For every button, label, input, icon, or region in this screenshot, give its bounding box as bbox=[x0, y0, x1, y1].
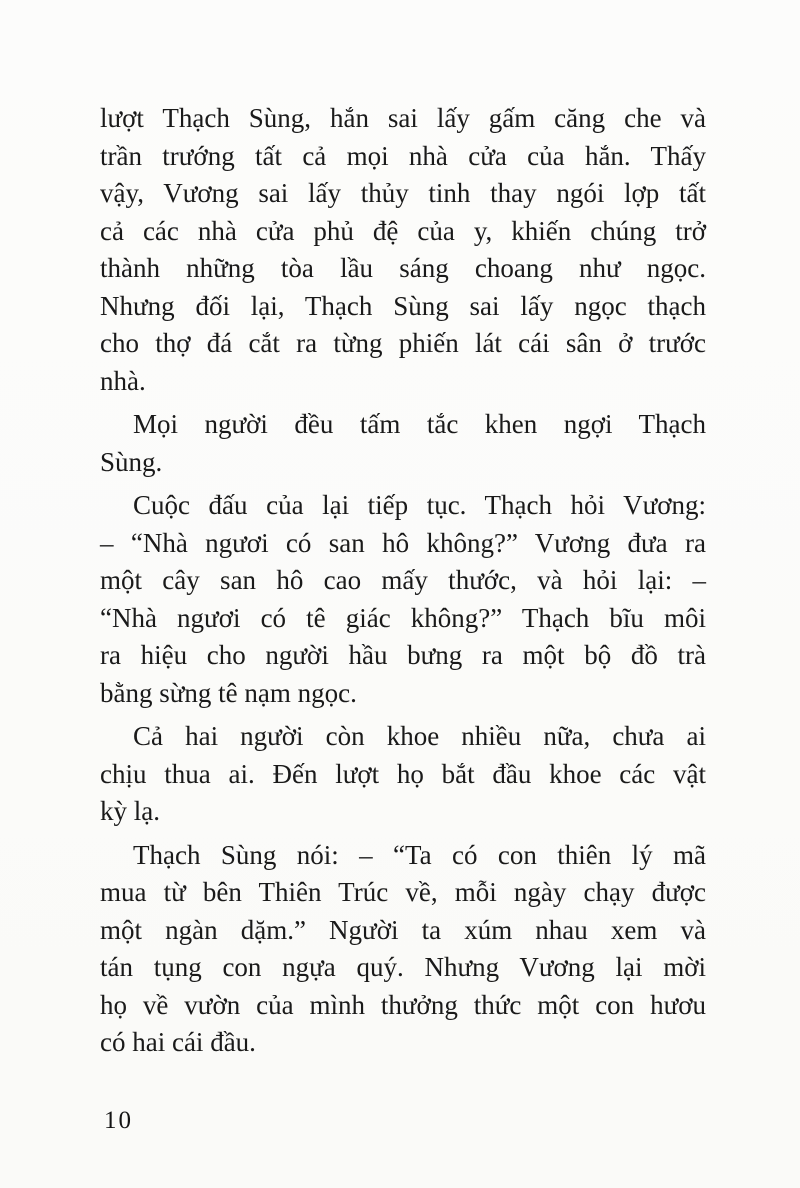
text-line: Thạch Sùng nói: – “Ta có con thiên lý mã bbox=[133, 839, 706, 870]
text-line: Sùng. bbox=[100, 446, 163, 477]
text-line: chịu thua ai. Đến lượt họ bắt đầu khoe các vật bbox=[100, 758, 706, 789]
text-line: một ngàn dặm.” Người ta xúm nhau xem và bbox=[100, 914, 706, 945]
paragraph bbox=[100, 406, 706, 481]
text-line: kỳ lạ. bbox=[100, 796, 160, 826]
text-line: – “Nhà ngươi có san hô không?” Vương đưa ra bbox=[100, 527, 706, 558]
text-line: lượt Thạch Sùng, hắn sai lấy gấm căng che và bbox=[100, 103, 706, 133]
text-line: một cây san hô cao mấy thước, và hỏi lại: – bbox=[100, 565, 706, 595]
text-line: Mọi người đều tấm tắc khen ngợi Thạch bbox=[133, 409, 706, 439]
text-line: cho thợ đá cắt ra từng phiến lát cái sân ở trước bbox=[100, 328, 706, 358]
page-text bbox=[100, 100, 706, 1062]
text-line: tán tụng con ngựa quý. Nhưng Vương lại mời bbox=[100, 952, 706, 982]
text-line: trần trướng tất cả mọi nhà cửa của hắn. Thấy bbox=[100, 140, 706, 171]
paragraph bbox=[100, 718, 706, 831]
text-line: vậy, Vương sai lấy thủy tinh thay ngói lợp tất bbox=[100, 178, 706, 208]
paragraph bbox=[100, 837, 706, 1062]
paragraph bbox=[100, 487, 706, 712]
text-line: có hai cái đầu. bbox=[100, 1027, 256, 1057]
text-line: bằng sừng tê nạm ngọc. bbox=[100, 677, 357, 708]
text-line: Nhưng đối lại, Thạch Sùng sai lấy ngọc thạch bbox=[100, 290, 706, 321]
text-line: mua từ bên Thiên Trúc về, mỗi ngày chạy được bbox=[100, 877, 706, 907]
text-line: thành những tòa lầu sáng choang như ngọc. bbox=[100, 253, 706, 283]
text-line: “Nhà ngươi có tê giác không?” Thạch bĩu môi bbox=[100, 602, 706, 633]
page-number: 10 bbox=[104, 1107, 133, 1134]
text-line: Cuộc đấu của lại tiếp tục. Thạch hỏi Vương: bbox=[133, 490, 706, 520]
text-line: nhà. bbox=[100, 365, 146, 396]
text-line: ra hiệu cho người hầu bưng ra một bộ đồ trà bbox=[100, 640, 706, 670]
text-line: Cả hai người còn khoe nhiều nữa, chưa ai bbox=[133, 721, 706, 751]
paragraph bbox=[100, 100, 706, 400]
text-line: họ về vườn của mình thưởng thức một con hươu bbox=[100, 989, 706, 1020]
text-line: cả các nhà cửa phủ đệ của y, khiến chúng trở bbox=[100, 215, 706, 246]
